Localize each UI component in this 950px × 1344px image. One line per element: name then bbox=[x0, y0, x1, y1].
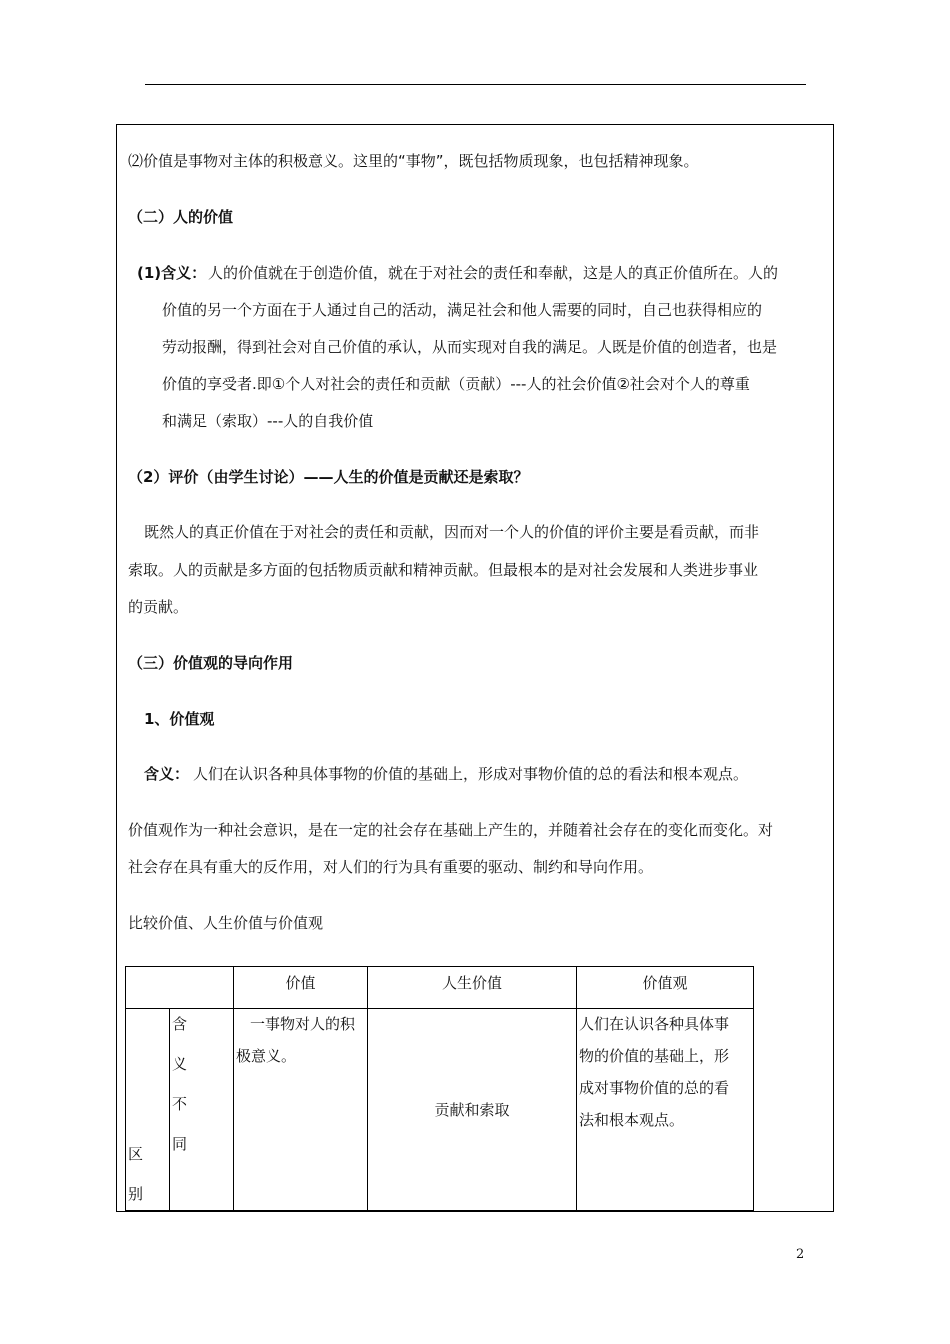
definition-line-5: 和满足（索取）---人的自我价值 bbox=[162, 412, 374, 430]
comparison-title: 比较价值、人生价值与价值观 bbox=[128, 914, 324, 932]
section-heading-evaluate: （2）评价（由学生讨论）——人生的价值是贡献还是索取？ bbox=[128, 468, 529, 486]
table-header-row bbox=[126, 967, 754, 1009]
definition-line-4: 价值的享受者.即①个人对社会的责任和贡献（贡献）---人的社会价值②社会对个人的尊重 bbox=[162, 375, 750, 393]
row-label-cell bbox=[126, 1009, 170, 1211]
values-definition: 人们在认识各种具体事物的价值的基础上，形成对事物价值的总的看法和根本观点。 bbox=[193, 765, 749, 783]
sub-label-char: 含 bbox=[172, 1015, 188, 1033]
definition-line-3: 劳动报酬，得到社会对自己价值的承认，从而实现对自我的满足。人既是价值的创造者，也是 bbox=[162, 338, 778, 356]
sub-label-cell bbox=[170, 1009, 234, 1211]
values-cell bbox=[577, 1009, 754, 1211]
values-cell-line: 人们在认识各种具体事 bbox=[579, 1015, 730, 1033]
table-header-values: 价值观 bbox=[577, 967, 754, 1009]
definition-line-2: 价值的另一个方面在于人通过自己的活动，满足社会和他人需要的同时，自己也获得相应的 bbox=[162, 301, 763, 319]
values-cell-line: 法和根本观点。 bbox=[579, 1111, 685, 1129]
row-label-char: 别 bbox=[128, 1185, 144, 1203]
values-role-line-2: 社会存在具有重大的反作用，对人们的行为具有重要的驱动、制约和导向作用。 bbox=[128, 858, 654, 876]
values-cell-line: 物的价值的基础上，形 bbox=[579, 1047, 730, 1065]
value-cell-line: 极意义。 bbox=[236, 1047, 297, 1065]
row-label-char: 区 bbox=[128, 1145, 144, 1163]
value-cell-line: 一事物对人的积 bbox=[250, 1015, 356, 1033]
table-header-value: 价值 bbox=[234, 967, 368, 1009]
header-rule bbox=[145, 84, 806, 85]
table-header-life-value: 人生价值 bbox=[368, 967, 577, 1009]
definition-line-1: 人的价值就在于创造价值，就在于对社会的责任和奉献，这是人的真正价值所在。人的 bbox=[208, 264, 779, 282]
sub-label-char: 义 bbox=[172, 1055, 188, 1073]
life-value-cell bbox=[368, 1009, 577, 1211]
values-definition-label: 含义： bbox=[144, 765, 190, 783]
comparison-table bbox=[125, 966, 754, 1211]
subheading-values: 1、价值观 bbox=[144, 710, 215, 728]
table-corner-cell bbox=[126, 967, 234, 1009]
evaluate-line-3: 的贡献。 bbox=[128, 598, 189, 616]
page-number: 2 bbox=[796, 1247, 805, 1262]
value-cell bbox=[234, 1009, 368, 1211]
value-definition-paragraph: ⑵价值是事物对主体的积极意义。这里的“事物”，既包括物质现象，也包括精神现象。 bbox=[128, 152, 699, 170]
section-heading-person-value: （二）人的价值 bbox=[128, 208, 234, 226]
evaluate-line-2: 索取。人的贡献是多方面的包括物质贡献和精神贡献。但最根本的是对社会发展和人类进步事业 bbox=[128, 561, 759, 579]
table-row bbox=[126, 1009, 754, 1211]
values-role-line-1: 价值观作为一种社会意识，是在一定的社会存在基础上产生的，并随着社会存在的变化而变化。对 bbox=[128, 821, 774, 839]
sub-label-char: 同 bbox=[172, 1135, 188, 1153]
sub-label-char: 不 bbox=[172, 1095, 188, 1113]
evaluate-line-1: 既然人的真正价值在于对社会的责任和贡献，因而对一个人的价值的评价主要是看贡献，而非 bbox=[144, 523, 760, 541]
values-cell-line: 成对事物价值的总的看 bbox=[579, 1079, 730, 1097]
definition-label: (1)含义： bbox=[137, 264, 207, 282]
section-heading-guide: （三）价值观的导向作用 bbox=[128, 654, 294, 672]
life-value-cell-text: 贡献和索取 bbox=[434, 1101, 510, 1119]
